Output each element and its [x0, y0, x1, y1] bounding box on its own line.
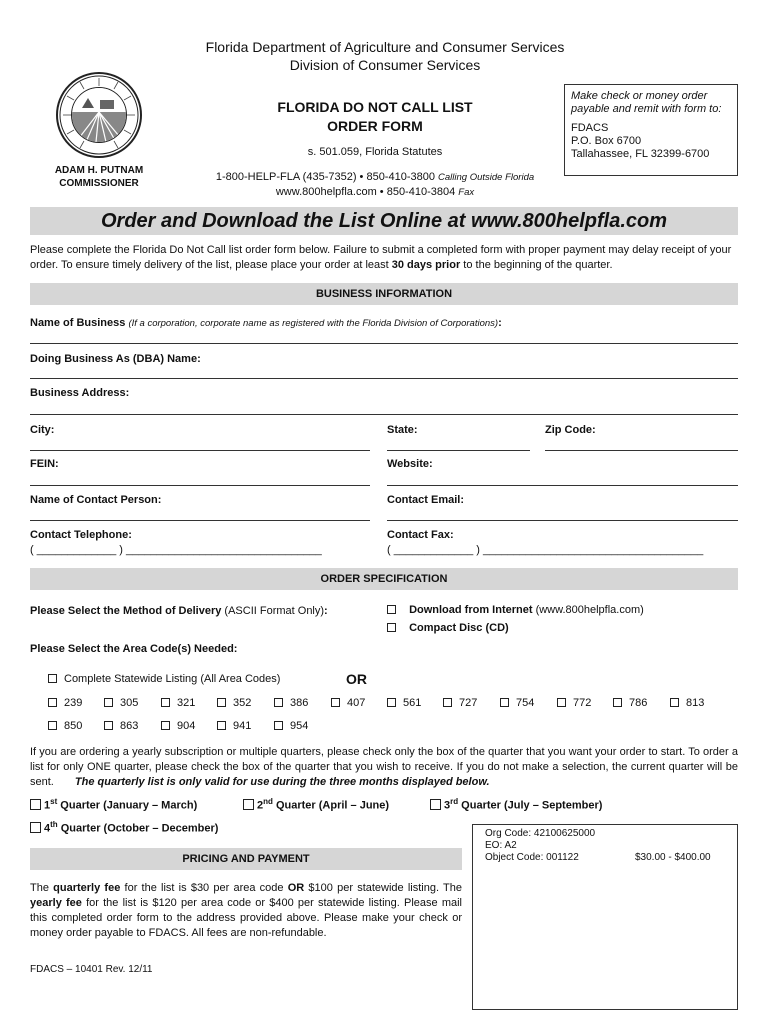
delivery-method-label — [30, 605, 328, 617]
area-code-checkbox[interactable] — [104, 698, 113, 707]
quarter-ordinal: th — [50, 820, 58, 829]
quarter-option-2[interactable] — [243, 797, 389, 812]
quarter-number: 4 — [44, 822, 51, 835]
area-code-label: 904 — [177, 720, 196, 732]
fax-label: Contact Fax: — [387, 529, 454, 541]
quarter-label: Quarter (January – March) — [57, 799, 198, 812]
area-code-option[interactable] — [161, 697, 195, 709]
area-code-option[interactable] — [331, 697, 365, 709]
fax-note: Fax — [458, 187, 475, 198]
fein-field[interactable] — [30, 485, 370, 486]
quarter-option-1[interactable] — [30, 797, 197, 812]
area-code-option[interactable] — [387, 697, 421, 709]
zip-field[interactable] — [545, 450, 738, 451]
pricing-bold-quarterly: quarterly fee — [53, 882, 121, 894]
area-code-label: 386 — [290, 697, 309, 709]
intro-bold: 30 days prior — [391, 259, 461, 271]
area-code-option[interactable] — [217, 697, 251, 709]
quarter-label: Quarter (October – December) — [57, 822, 219, 835]
commissioner-title: COMMISSIONER — [59, 178, 139, 189]
contact-email-field[interactable] — [387, 520, 738, 521]
mailing-line1: FDACS — [571, 122, 609, 134]
commissioner-name: ADAM H. PUTNAM — [54, 165, 144, 176]
area-code-option[interactable] — [104, 697, 138, 709]
state-field[interactable] — [387, 450, 530, 451]
area-code-label: 850 — [64, 720, 83, 732]
pricing-bold-yearly: yearly fee — [30, 897, 82, 909]
area-code-checkbox[interactable] — [670, 698, 679, 707]
form-title-line1: FLORIDA DO NOT CALL LIST — [277, 99, 473, 115]
fein-label: FEIN: — [30, 458, 59, 470]
quarter-note-1: If you are ordering a yearly subscription or multiple quarters, please check only the box of the quarter that you want your order to start. To order a list for only ONE quarter, please check the box of the quarter that you wish to receive. If you do not make a selection, the current quarter will be sent. — [30, 746, 738, 788]
delivery-option-download[interactable] — [387, 604, 644, 616]
fee-range: $30.00 - $400.00 — [635, 852, 711, 863]
business-name-field[interactable] — [30, 343, 738, 344]
statewide-option[interactable] — [48, 673, 280, 685]
area-code-option[interactable] — [443, 697, 477, 709]
area-code-label: 352 — [233, 697, 252, 709]
phone-numbers: 1-800-HELP-FLA (435-7352) • 850-410-3800 — [215, 171, 435, 183]
area-code-label: 727 — [459, 697, 478, 709]
area-code-checkbox[interactable] — [104, 721, 113, 730]
area-code-label: 772 — [573, 697, 592, 709]
area-code-checkbox[interactable] — [557, 698, 566, 707]
contact-email-label: Contact Email: — [387, 494, 465, 506]
quarter-checkbox[interactable] — [430, 799, 441, 810]
area-code-checkbox[interactable] — [387, 698, 396, 707]
area-code-option[interactable] — [161, 720, 195, 732]
pricing-text-4: for the list is $120 per area code or $400 per statewide listing. Please mail this completed order form to the address provided above. Please make your check or money order payable to FDACS. All fees are non-refundable. — [30, 897, 462, 939]
business-name-colon: : — [498, 317, 502, 329]
area-code-checkbox[interactable] — [161, 698, 170, 707]
area-code-option[interactable] — [104, 720, 138, 732]
contact-person-label: Name of Contact Person: — [30, 494, 162, 506]
quarter-checkbox[interactable] — [243, 799, 254, 810]
area-code-label: 305 — [120, 697, 139, 709]
download-note: (www.800helpfla.com) — [532, 604, 644, 616]
area-code-label: 786 — [629, 697, 648, 709]
area-code-option[interactable] — [48, 697, 82, 709]
mailing-line3: Tallahassee, FL 32399-6700 — [571, 148, 710, 160]
mailing-instruction: Make check or money order payable and remit with form to: — [571, 90, 722, 115]
area-code-option[interactable] — [500, 697, 534, 709]
form-title — [240, 98, 510, 136]
quarter-number: 1 — [44, 799, 51, 812]
area-code-option[interactable] — [670, 697, 704, 709]
pricing-text-1: The — [30, 882, 54, 894]
contact-person-field[interactable] — [30, 520, 370, 521]
area-code-checkbox[interactable] — [48, 721, 57, 730]
order-spec-header: ORDER SPECIFICATION — [30, 568, 738, 590]
business-name-label — [30, 317, 502, 329]
city-field[interactable] — [30, 450, 370, 451]
quarter-label: Quarter (July – September) — [458, 799, 603, 812]
area-code-option[interactable] — [217, 720, 251, 732]
statute-reference: s. 501.059, Florida Statutes — [307, 146, 443, 158]
seal-center — [71, 87, 127, 143]
website-fax: www.800helpfla.com • 850-410-3804 — [275, 186, 456, 198]
fax-field[interactable]: ( _____________ ) ____________________________________ — [387, 544, 704, 556]
banner-text: Order and Download the List Online at www.800helpfla.com — [100, 210, 667, 232]
commissioner-block — [40, 164, 158, 190]
area-code-checkbox[interactable] — [500, 698, 509, 707]
address-field[interactable] — [30, 414, 738, 415]
dba-label: Doing Business As (DBA) Name: — [30, 353, 201, 365]
division-name: Division of Consumer Services — [289, 57, 481, 73]
department-header — [0, 38, 770, 74]
area-code-label: 813 — [686, 697, 705, 709]
area-code-checkbox[interactable] — [217, 721, 226, 730]
phone-note: Calling Outside Florida — [438, 172, 535, 183]
pricing-bold-or: OR — [287, 882, 305, 894]
pricing-header: PRICING AND PAYMENT — [30, 848, 462, 870]
statewide-checkbox[interactable] — [48, 674, 57, 683]
department-seal — [56, 72, 142, 158]
intro-text-2: to the beginning of the quarter. — [460, 259, 613, 271]
city-label: City: — [30, 424, 55, 436]
cd-checkbox[interactable] — [387, 623, 396, 632]
area-code-checkbox[interactable] — [331, 698, 340, 707]
area-code-label: 407 — [347, 697, 366, 709]
area-code-label: 754 — [516, 697, 535, 709]
eo-code: EO: A2 — [485, 840, 517, 851]
business-name-label-text: Name of Business — [30, 317, 126, 329]
intro-text-1: Please complete the Florida Do Not Call list order form below. Failure to submit a completed form with proper payment may delay receipt of your order. To ensure timely delivery of the list, please place your order at least — [30, 244, 732, 271]
online-order-banner — [30, 207, 738, 235]
department-name: Florida Department of Agriculture and Consumer Services — [205, 39, 565, 55]
business-info-header: BUSINESS INFORMATION — [30, 283, 738, 305]
area-code-checkbox[interactable] — [274, 698, 283, 707]
delivery-colon: : — [324, 605, 328, 617]
business-name-note: (If a corporation, corporate name as registered with the Florida Division of Corporations) — [128, 318, 499, 329]
area-code-label: 321 — [177, 697, 196, 709]
area-code-checkbox[interactable] — [274, 721, 283, 730]
delivery-option-cd[interactable] — [387, 622, 509, 634]
farm-scene-icon — [72, 88, 126, 142]
area-code-label: 941 — [233, 720, 252, 732]
zip-label: Zip Code: — [545, 424, 596, 436]
area-code-option[interactable] — [274, 697, 308, 709]
or-separator: OR — [346, 671, 367, 687]
delivery-label-text: Please Select the Method of Delivery — [30, 605, 222, 617]
quarter-option-4[interactable] — [30, 820, 218, 835]
area-code-checkbox[interactable] — [48, 698, 57, 707]
mailing-line2: P.O. Box 6700 — [571, 135, 642, 147]
quarter-instructions — [30, 745, 738, 790]
quarter-checkbox[interactable] — [30, 799, 41, 810]
quarter-label: Quarter (April – June) — [272, 799, 390, 812]
pricing-paragraph — [30, 881, 462, 941]
area-code-option[interactable] — [613, 697, 647, 709]
telephone-field[interactable]: ( _____________ ) ________________________________ — [30, 544, 322, 556]
intro-paragraph — [30, 243, 740, 273]
contact-info — [190, 170, 560, 200]
area-code-checkbox[interactable] — [443, 698, 452, 707]
quarter-checkbox[interactable] — [30, 822, 41, 833]
download-label: Download from Internet — [409, 604, 533, 616]
org-code: Org Code: 42100625000 — [485, 828, 596, 839]
pricing-text-2: for the list is $30 per area code — [120, 882, 288, 894]
cd-label: Compact Disc (CD) — [409, 622, 509, 634]
area-code-checkbox[interactable] — [613, 698, 622, 707]
form-revision: FDACS – 10401 Rev. 12/11 — [30, 964, 153, 975]
form-title-line2: ORDER FORM — [327, 118, 423, 134]
website-field[interactable] — [387, 485, 738, 486]
office-use-box — [472, 824, 738, 1010]
pricing-text-3: $100 per statewide listing. The — [304, 882, 462, 894]
quarter-ordinal: nd — [263, 797, 273, 806]
quarter-number: 3 — [444, 799, 451, 812]
delivery-note: (ASCII Format Only) — [221, 605, 325, 617]
address-label: Business Address: — [30, 387, 130, 399]
area-code-label: Please Select the Area Code(s) Needed: — [30, 643, 238, 655]
area-code-option[interactable] — [274, 720, 308, 732]
download-checkbox[interactable] — [387, 605, 396, 614]
area-code-checkbox[interactable] — [161, 721, 170, 730]
area-code-label: 561 — [403, 697, 422, 709]
area-code-label: 863 — [120, 720, 139, 732]
quarter-ordinal: rd — [450, 797, 459, 806]
dba-field[interactable] — [30, 378, 738, 379]
telephone-label: Contact Telephone: — [30, 529, 132, 541]
area-code-label: 239 — [64, 697, 83, 709]
area-code-option[interactable] — [48, 720, 82, 732]
mailing-address-box — [564, 84, 738, 176]
quarter-number: 2 — [257, 799, 264, 812]
area-code-checkbox[interactable] — [217, 698, 226, 707]
area-code-label: 954 — [290, 720, 309, 732]
quarter-note-2: The quarterly list is only valid for use during the three months displayed below. — [74, 776, 490, 788]
state-label: State: — [387, 424, 418, 436]
statewide-label: Complete Statewide Listing (All Area Codes) — [64, 673, 281, 685]
website-label: Website: — [387, 458, 433, 470]
quarter-option-3[interactable] — [430, 797, 602, 812]
object-code: Object Code: 001122 — [485, 852, 579, 863]
area-code-option[interactable] — [557, 697, 591, 709]
quarter-ordinal: st — [50, 797, 58, 806]
